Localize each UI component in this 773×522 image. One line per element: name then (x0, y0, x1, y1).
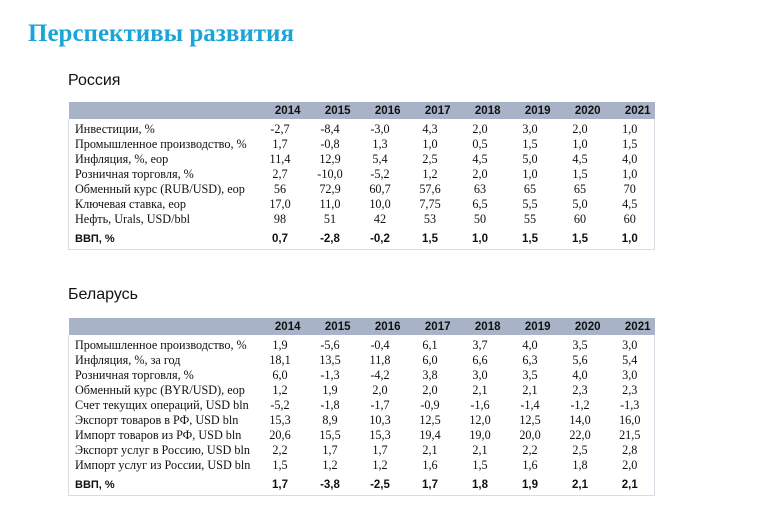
value-cell: 18,1 (269, 352, 291, 367)
value-cell: 53 (423, 211, 437, 226)
value-cell: 72,9 (319, 181, 341, 196)
value-cell: 98 (273, 211, 287, 226)
row-label: Промышленное производство, % (75, 337, 247, 352)
value-cell: 6,6 (472, 352, 488, 367)
gdp-total-row (69, 226, 655, 250)
value-cell: 2,1 (572, 479, 588, 491)
value-cell: 5,0 (522, 151, 538, 166)
value-cell: 1,3 (372, 136, 388, 151)
value-cell: 14,0 (569, 412, 591, 427)
value-cell: 4,5 (622, 196, 638, 211)
value-cell: -3,0 (370, 121, 390, 136)
value-cell: 1,8 (472, 479, 488, 491)
row-label: Нефть, Urals, USD/bbl (75, 211, 191, 226)
value-cell: 15,5 (319, 427, 341, 442)
value-cell: 5,5 (522, 196, 538, 211)
value-cell: 1,8 (572, 457, 588, 472)
value-cell: 19,4 (419, 427, 441, 442)
value-cell: -0,9 (420, 397, 440, 412)
table-row (69, 442, 655, 457)
row-label: Инфляция, %, eop (75, 151, 169, 166)
header-year-cell: 2019 (505, 102, 555, 119)
row-label: Обменный курс (BYR/USD), eop (75, 382, 245, 397)
value-cell: 2,2 (522, 442, 538, 457)
value-cell: 20,0 (519, 427, 541, 442)
value-cell: 1,7 (272, 479, 288, 491)
value-cell: 1,2 (322, 457, 338, 472)
value-cell: 10,3 (369, 412, 391, 427)
row-label: ВВП, % (75, 479, 115, 491)
value-cell: 42 (373, 211, 387, 226)
value-cell: 22,0 (569, 427, 591, 442)
value-cell: 2,1 (522, 382, 538, 397)
value-cell: 20,6 (269, 427, 291, 442)
value-cell: 1,0 (422, 136, 438, 151)
value-cell: 3,0 (622, 337, 638, 352)
value-cell: -5,2 (270, 397, 290, 412)
value-cell: 2,2 (272, 442, 288, 457)
table-row (69, 457, 655, 472)
value-cell: -8,4 (320, 121, 340, 136)
value-cell: 1,0 (621, 233, 638, 245)
section-title-belarus: Беларусь (68, 286, 138, 303)
value-cell: 1,7 (322, 442, 338, 457)
value-cell: 2,0 (472, 166, 488, 181)
row-label: Импорт услуг из России, USD bln (75, 457, 251, 472)
row-label: Экспорт товаров в РФ, USD bln (75, 412, 239, 427)
header-label-cell (69, 318, 255, 335)
header-year-cell: 2016 (355, 102, 405, 119)
value-cell: 5,6 (572, 352, 588, 367)
value-cell: 12,5 (519, 412, 541, 427)
table-row (69, 151, 655, 166)
value-cell: 17,0 (269, 196, 291, 211)
value-cell: 60,7 (369, 181, 391, 196)
value-cell: 1,0 (572, 136, 588, 151)
value-cell: 2,0 (572, 121, 588, 136)
value-cell: 1,0 (522, 166, 538, 181)
value-cell: -5,2 (370, 166, 390, 181)
row-label: Промышленное производство, % (75, 136, 247, 151)
value-cell: 12,9 (319, 151, 341, 166)
value-cell: -5,6 (320, 337, 340, 352)
value-cell: 2,3 (622, 382, 638, 397)
row-label: Инфляция, %, за год (75, 352, 181, 367)
table-row (69, 211, 655, 226)
table-row (69, 119, 655, 136)
value-cell: 4,3 (422, 121, 438, 136)
value-cell: 4,5 (572, 151, 588, 166)
value-cell: 1,7 (372, 442, 388, 457)
table-row (69, 166, 655, 181)
value-cell: 1,2 (422, 166, 438, 181)
value-cell: 12,0 (469, 412, 491, 427)
value-cell: 19,0 (469, 427, 491, 442)
value-cell: 2,1 (472, 442, 488, 457)
table-row (69, 335, 655, 352)
value-cell: 4,0 (522, 337, 538, 352)
table-row (69, 412, 655, 427)
value-cell: 2,0 (622, 457, 638, 472)
value-cell: 1,2 (372, 457, 388, 472)
value-cell: 1,5 (522, 136, 538, 151)
value-cell: 2,0 (422, 382, 438, 397)
value-cell: 1,5 (572, 166, 588, 181)
value-cell: 2,1 (621, 479, 638, 491)
value-cell: 65 (573, 181, 587, 196)
value-cell: -1,2 (570, 397, 590, 412)
value-cell: 1,0 (622, 166, 638, 181)
value-cell: 3,0 (522, 121, 538, 136)
header-year-cell: 2015 (305, 102, 355, 119)
value-cell: 7,75 (419, 196, 441, 211)
value-cell: 2,5 (422, 151, 438, 166)
value-cell: 1,9 (272, 337, 288, 352)
value-cell: 3,0 (622, 367, 638, 382)
value-cell: -1,6 (470, 397, 490, 412)
value-cell: 55 (523, 211, 537, 226)
value-cell: 2,3 (572, 382, 588, 397)
value-cell: -1,3 (320, 367, 340, 382)
value-cell: 1,6 (522, 457, 538, 472)
value-cell: 2,1 (422, 442, 438, 457)
value-cell: 8,9 (322, 412, 338, 427)
row-label: Ключевая ставка, eop (75, 196, 186, 211)
gdp-total-row (69, 472, 655, 496)
value-cell: 2,0 (372, 382, 388, 397)
row-label: Импорт товаров из РФ, USD bln (75, 427, 242, 442)
header-year-cell: 2014 (255, 102, 305, 119)
header-year-cell: 2015 (305, 318, 355, 335)
value-cell: 2,8 (622, 442, 638, 457)
value-cell: 16,0 (619, 412, 641, 427)
value-cell: 60 (573, 211, 587, 226)
value-cell: -3,8 (320, 479, 340, 491)
value-cell: -1,7 (370, 397, 390, 412)
table-row (69, 397, 655, 412)
value-cell: 4,0 (572, 367, 588, 382)
belarus-forecast-table (68, 318, 655, 496)
value-cell: 1,5 (272, 457, 288, 472)
value-cell: 0,7 (272, 233, 288, 245)
table-header-row (69, 102, 655, 119)
value-cell: 1,9 (522, 479, 538, 491)
value-cell: 12,5 (419, 412, 441, 427)
value-cell: 5,0 (572, 196, 588, 211)
value-cell: 6,0 (272, 367, 288, 382)
header-year-cell: 2019 (505, 318, 555, 335)
value-cell: -2,5 (370, 479, 390, 491)
header-year-cell: 2014 (255, 318, 305, 335)
value-cell: 4,5 (472, 151, 488, 166)
value-cell: 21,5 (619, 427, 641, 442)
value-cell: 1,9 (322, 382, 338, 397)
section-title-russia: Россия (68, 72, 121, 89)
value-cell: 5,4 (622, 352, 638, 367)
value-cell: 6,0 (422, 352, 438, 367)
value-cell: 15,3 (269, 412, 291, 427)
table-row (69, 352, 655, 367)
value-cell: 1,0 (622, 121, 638, 136)
value-cell: 3,8 (422, 367, 438, 382)
header-year-cell: 2018 (455, 102, 505, 119)
value-cell: 4,0 (622, 151, 638, 166)
value-cell: -2,8 (320, 233, 340, 245)
value-cell: 2,0 (472, 121, 488, 136)
row-label: Инвестиции, % (75, 121, 155, 136)
value-cell: 6,3 (522, 352, 538, 367)
header-year-cell: 2020 (555, 102, 605, 119)
value-cell: 0,5 (472, 136, 488, 151)
value-cell: 60 (623, 211, 636, 226)
table-header-row (69, 318, 655, 335)
value-cell: 70 (623, 181, 636, 196)
row-label: Розничная торговля, % (75, 367, 194, 382)
value-cell: 5,4 (372, 151, 388, 166)
table-row (69, 382, 655, 397)
value-cell: 56 (273, 181, 287, 196)
value-cell: 10,0 (369, 196, 391, 211)
value-cell: 50 (473, 211, 487, 226)
value-cell: -0,4 (370, 337, 390, 352)
table-row (69, 136, 655, 151)
value-cell: 2,1 (472, 382, 488, 397)
value-cell: 3,0 (472, 367, 488, 382)
row-label: ВВП, % (75, 233, 115, 245)
value-cell: 11,4 (269, 151, 291, 166)
header-year-cell: 2021 (605, 102, 655, 119)
value-cell: 1,5 (422, 233, 438, 245)
value-cell: 3,5 (522, 367, 538, 382)
value-cell: 13,5 (319, 352, 341, 367)
russia-forecast-table (68, 102, 655, 250)
row-label: Счет текущих операций, USD bln (75, 397, 249, 412)
table-row (69, 181, 655, 196)
value-cell: 1,5 (622, 136, 638, 151)
header-year-cell: 2020 (555, 318, 605, 335)
value-cell: 57,6 (419, 181, 441, 196)
value-cell: -1,4 (520, 397, 540, 412)
value-cell: 3,5 (572, 337, 588, 352)
value-cell: 1,7 (422, 479, 438, 491)
value-cell: 11,0 (319, 196, 341, 211)
value-cell: -4,2 (370, 367, 390, 382)
header-year-cell: 2021 (605, 318, 655, 335)
header-year-cell: 2016 (355, 318, 405, 335)
value-cell: -1,8 (320, 397, 340, 412)
value-cell: 1,5 (472, 457, 488, 472)
value-cell: -10,0 (317, 166, 343, 181)
table-row (69, 427, 655, 442)
value-cell: -1,3 (620, 397, 640, 412)
value-cell: 1,7 (272, 136, 288, 151)
table-row (69, 367, 655, 382)
value-cell: 1,0 (472, 233, 488, 245)
value-cell: 6,1 (422, 337, 438, 352)
page-title: Перспективы развития (28, 20, 294, 47)
value-cell: 11,8 (369, 352, 391, 367)
value-cell: -2,7 (270, 121, 290, 136)
header-year-cell: 2017 (405, 318, 455, 335)
header-label-cell (69, 102, 255, 119)
value-cell: 15,3 (369, 427, 391, 442)
value-cell: 1,6 (422, 457, 438, 472)
row-label: Розничная торговля, % (75, 166, 194, 181)
value-cell: 2,5 (572, 442, 588, 457)
value-cell: 63 (473, 181, 487, 196)
value-cell: 3,7 (472, 337, 488, 352)
row-label: Экспорт услуг в Россию, USD bln (75, 442, 250, 457)
header-year-cell: 2018 (455, 318, 505, 335)
value-cell: 65 (523, 181, 537, 196)
value-cell: 6,5 (472, 196, 488, 211)
row-label: Обменный курс (RUB/USD), eop (75, 181, 245, 196)
value-cell: 2,7 (272, 166, 288, 181)
value-cell: 51 (323, 211, 337, 226)
table-row (69, 196, 655, 211)
header-year-cell: 2017 (405, 102, 455, 119)
value-cell: 1,5 (572, 233, 588, 245)
value-cell: 1,5 (522, 233, 538, 245)
value-cell: 1,2 (272, 382, 288, 397)
value-cell: -0,2 (370, 233, 390, 245)
value-cell: -0,8 (320, 136, 340, 151)
